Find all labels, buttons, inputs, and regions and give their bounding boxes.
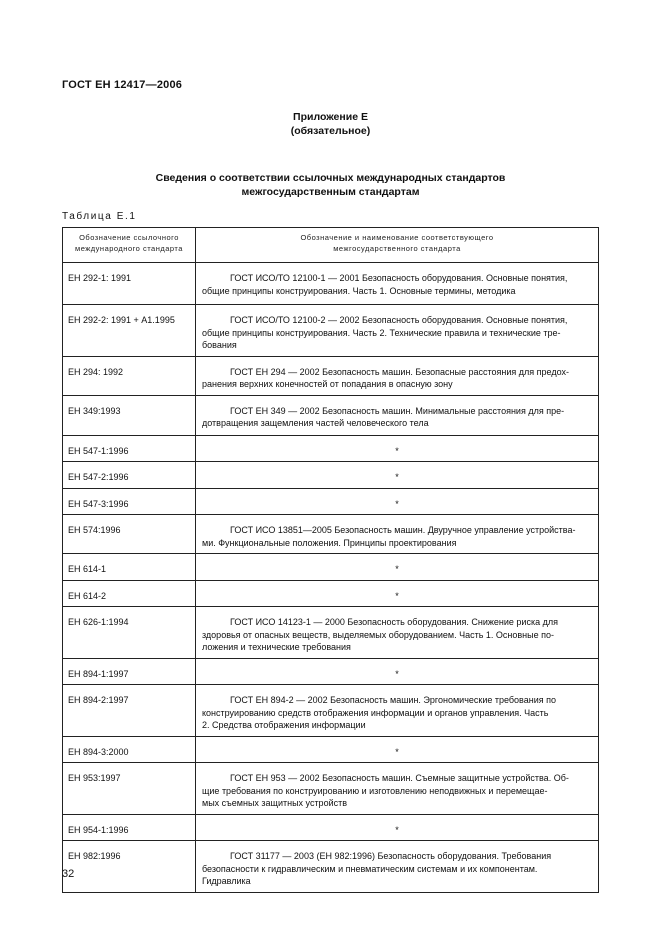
header-name	[196, 228, 599, 263]
table-row	[63, 462, 599, 489]
name-line: безопасности к гидравлическим и пневматическим системам и их компонентам.	[202, 863, 538, 874]
table-header-row	[63, 228, 599, 263]
name-line: ГОСТ ЕН 294 — 2002 Безопасность машин. Безопасные расстояния для предох-	[230, 366, 569, 377]
name-line: ГОСТ ЕН 894-2 — 2002 Безопасность машин. Эргономические требования по	[230, 695, 556, 705]
name-line: ГОСТ ЕН 349 — 2002 Безопасность машин. Минимальные расстояния для пре-	[230, 405, 565, 416]
annex-status: (обязательное)	[290, 125, 371, 137]
table-row	[63, 763, 599, 815]
cell-designation: ЕН 982:1996	[63, 841, 196, 893]
no-equivalent-marker: *	[395, 445, 399, 456]
no-equivalent-marker: *	[395, 746, 399, 757]
no-equivalent-marker: *	[395, 668, 399, 679]
cell-standard-name	[196, 607, 599, 659]
cell-designation: ЕН 626-1:1994	[63, 607, 196, 659]
name-line: Гидравлика	[202, 876, 251, 886]
cell-designation: ЕН 547-3:1996	[63, 488, 196, 515]
cell-standard-name	[196, 462, 599, 489]
no-equivalent-marker: *	[395, 590, 399, 601]
cell-standard-name	[196, 515, 599, 554]
no-equivalent-marker: *	[395, 564, 399, 574]
section-title-line-1: Сведения о соответствии ссылочных международных стандартов	[155, 172, 506, 184]
cell-standard-name	[196, 554, 599, 581]
name-line: общие принципы конструирования. Часть 1. Основные термины, методика	[202, 285, 516, 296]
no-equivalent-marker: *	[395, 472, 399, 482]
name-line: ложения и технические требования	[202, 642, 351, 652]
table-row	[63, 305, 599, 357]
annex-heading	[0, 110, 661, 138]
cell-standard-name	[196, 395, 599, 435]
cell-designation: ЕН 292-1: 1991	[63, 263, 196, 305]
header-line: Обозначение и наименование соответствующего	[300, 233, 494, 242]
section-title	[0, 171, 661, 199]
name-line: ми. Функциональные положения. Принципы проектирования	[202, 537, 457, 548]
header-line: Обозначение ссылочного	[79, 233, 179, 242]
cell-designation: ЕН 294: 1992	[63, 356, 196, 395]
name-line: ранения верхних конечностей от попадания в опасную зону	[202, 379, 453, 389]
cell-designation: ЕН 547-1:1996	[63, 435, 196, 462]
name-line: 2. Средства отображения информации	[202, 720, 366, 730]
cell-designation: ЕН 574:1996	[63, 515, 196, 554]
cell-standard-name	[196, 841, 599, 893]
table-row	[63, 515, 599, 554]
cell-designation: ЕН 954-1:1996	[63, 814, 196, 841]
cell-designation: ЕН 614-2	[63, 580, 196, 607]
table-label: Таблица Е.1	[62, 211, 137, 222]
cell-standard-name	[196, 763, 599, 815]
table-row	[63, 395, 599, 435]
name-line: бования	[202, 340, 237, 350]
correspondence-table	[62, 227, 599, 893]
cell-designation: ЕН 349:1993	[63, 395, 196, 435]
name-line: щие требования по конструированию и изготовлению неподвижных и перемещае-	[202, 785, 548, 796]
name-line: дотвращения защемления частей человеческого тела	[202, 418, 429, 428]
cell-standard-name	[196, 736, 599, 763]
table-row	[63, 554, 599, 581]
header-line: межгосударственного стандарта	[333, 244, 461, 253]
cell-designation: ЕН 953:1997	[63, 763, 196, 815]
table-row	[63, 841, 599, 893]
name-line: ГОСТ ИСО 13851—2005 Безопасность машин. Двуручное управление устройства-	[230, 525, 576, 535]
no-equivalent-marker: *	[395, 824, 399, 835]
table-row	[63, 607, 599, 659]
table-row	[63, 736, 599, 763]
name-line: здоровья от опасных веществ, выделяемых оборудованием. Часть 1. Основные по-	[202, 629, 554, 640]
name-line: ГОСТ ИСО/ТО 12100-1 — 2001 Безопасность оборудования. Основные понятия,	[230, 273, 568, 283]
table-row	[63, 356, 599, 395]
name-line: ГОСТ ИСО 14123-1 — 2000 Безопасность оборудования. Снижение риска для	[230, 617, 558, 627]
table-row	[63, 685, 599, 737]
cell-designation: ЕН 292-2: 1991 + А1.1995	[63, 305, 196, 357]
table-row	[63, 658, 599, 685]
document-code: ГОСТ ЕН 12417—2006	[62, 79, 183, 91]
cell-standard-name	[196, 305, 599, 357]
table-body	[63, 263, 599, 893]
cell-designation: ЕН 894-1:1997	[63, 658, 196, 685]
name-line: ГОСТ ЕН 953 — 2002 Безопасность машин. Съемные защитные устройства. Об-	[230, 773, 569, 783]
cell-standard-name	[196, 488, 599, 515]
cell-standard-name	[196, 814, 599, 841]
name-line: конструированию средств отображения информации и органов управления. Часть	[202, 707, 549, 718]
name-line: общие принципы конструирования. Часть 2. Технические правила и технические тре-	[202, 327, 561, 338]
cell-designation: ЕН 547-2:1996	[63, 462, 196, 489]
cell-standard-name	[196, 263, 599, 305]
table-row	[63, 580, 599, 607]
name-line: ГОСТ 31177 — 2003 (ЕН 982:1996) Безопасность оборудования. Требования	[230, 851, 552, 861]
annex-title: Приложение Е	[293, 111, 368, 123]
table-row	[63, 488, 599, 515]
cell-standard-name	[196, 580, 599, 607]
table-row	[63, 814, 599, 841]
cell-standard-name	[196, 435, 599, 462]
cell-designation: ЕН 894-3:2000	[63, 736, 196, 763]
cell-designation: ЕН 894-2:1997	[63, 685, 196, 737]
table-row	[63, 435, 599, 462]
name-line: мых съемных защитных устройств	[202, 798, 348, 808]
no-equivalent-marker: *	[395, 498, 399, 509]
table-row	[63, 263, 599, 305]
cell-standard-name	[196, 356, 599, 395]
section-title-line-2: межгосударственным стандартам	[241, 186, 420, 198]
name-line: ГОСТ ИСО/ТО 12100-2 — 2002 Безопасность оборудования. Основные понятия,	[230, 315, 568, 325]
page-number: 32	[62, 868, 75, 880]
header-designation	[63, 228, 196, 263]
cell-standard-name	[196, 685, 599, 737]
cell-standard-name	[196, 658, 599, 685]
cell-designation: ЕН 614-1	[63, 554, 196, 581]
header-line: международного стандарта	[75, 244, 183, 253]
